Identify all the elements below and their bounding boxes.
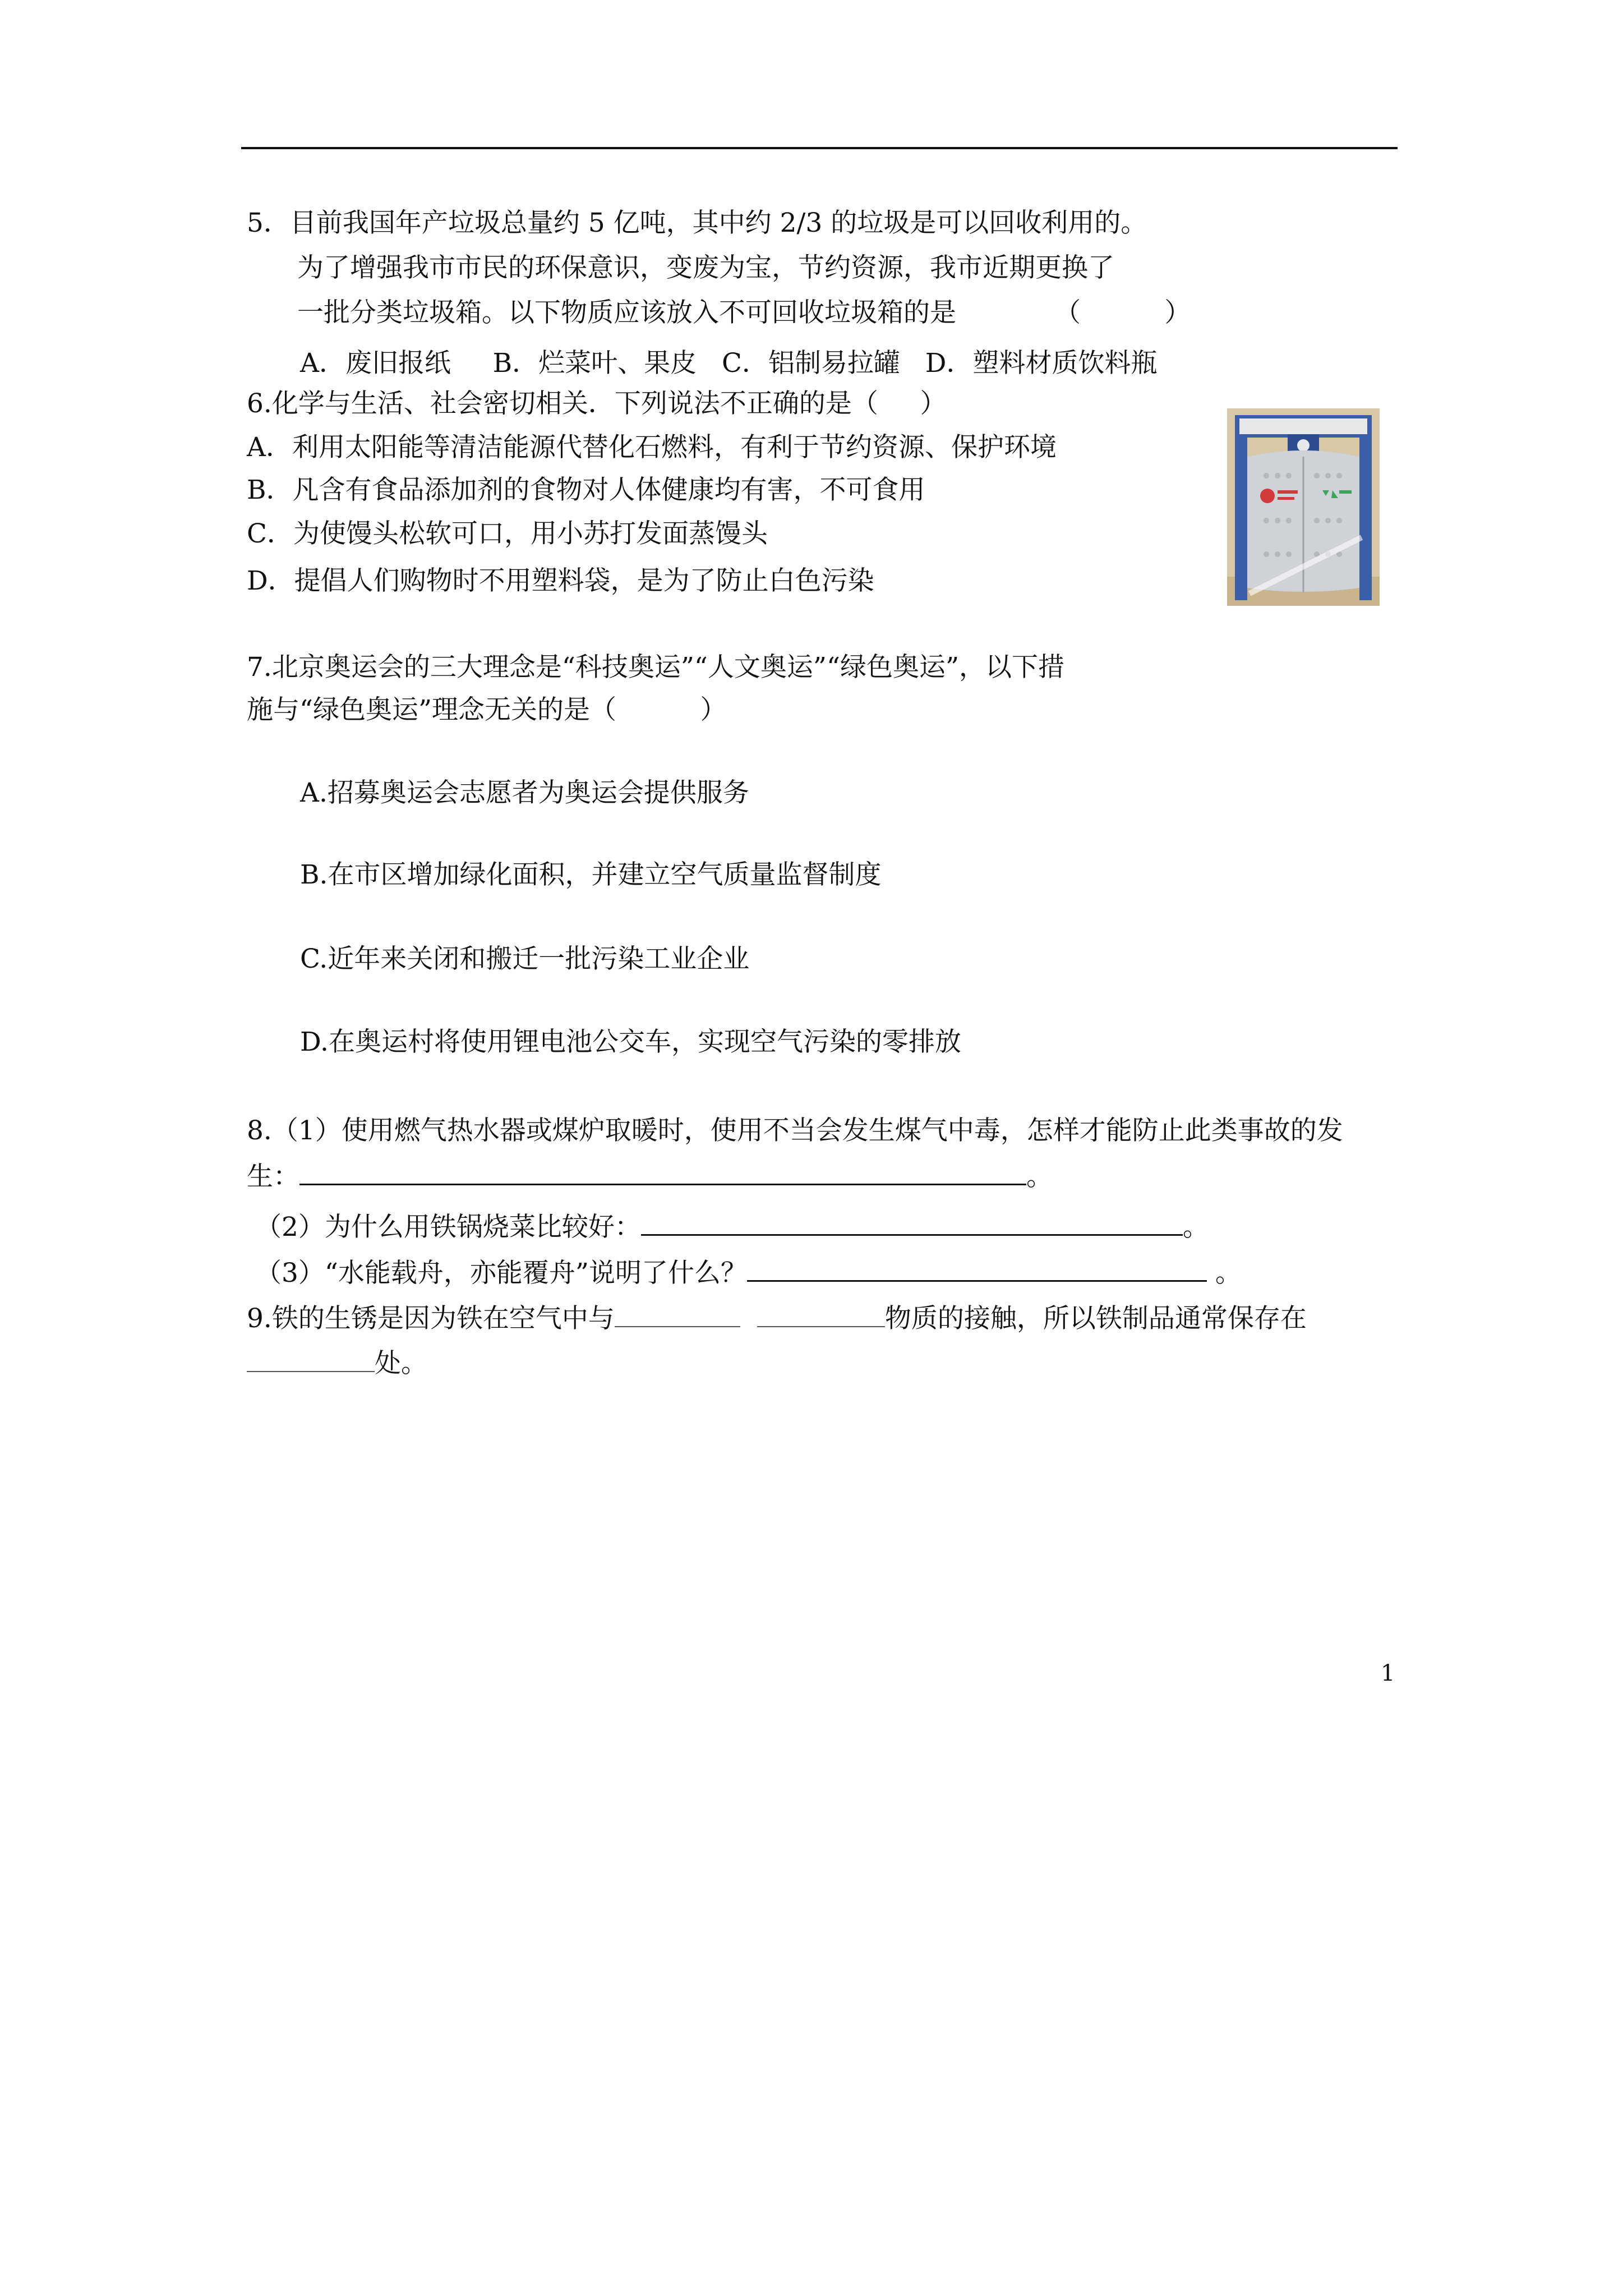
q8-blank-3[interactable] [747,1254,1207,1282]
recycling-bin-photo [1227,408,1380,606]
q6-stem: 6.化学与生活、社会密切相关．下列说法不正确的是（ ） [247,388,947,419]
q5-line1: 5．目前我国年产垃圾总量约 5 亿吨，其中约 2/3 的垃圾是可以回收利用的。 [247,208,1147,238]
q8-line1: 8.（1）使用燃气热水器或煤炉取暖时，使用不当会发生煤气中毒，怎样才能防止此类事故的发 [247,1115,1343,1146]
q6-option-c: C．为使馒头松软可口，用小苏打发面蒸馒头 [247,518,768,549]
q6-option-a: A．利用太阳能等清洁能源代替化石燃料，有利于节约资源、保护环境 [247,432,1057,463]
q9-blank-3[interactable] [247,1346,375,1372]
q8-line3-prefix: （2）为什么用铁锅烧菜比较好： [255,1212,641,1243]
q8-line4-prefix: （3）“水能载舟，亦能覆舟”说明了什么？ [255,1258,747,1289]
q5-options: A．废旧报纸 B．烂菜叶、果皮 C．铝制易拉罐 D．塑料材质饮料瓶 [300,348,1158,379]
q5-answer-paren: （ ） [1054,297,1191,328]
q7-option-c: C.近年来关闭和搬迁一批污染工业企业 [300,944,750,974]
header-rule [241,147,1398,149]
q6-option-b: B．凡含有食品添加剂的食物对人体健康均有害，不可食用 [247,475,925,505]
q8-line2-suffix: 。 [1026,1161,1053,1192]
q9-line1 [247,1301,1307,1336]
q8-blank-1[interactable] [299,1158,1026,1185]
q9-line1-middle: 物质的接触，所以铁制品通常保存在 [884,1303,1307,1334]
q5-line3: 一批分类垃圾箱。以下物质应该放入不可回收垃圾箱的是 [297,297,956,328]
q6-option-d: D．提倡人们购物时不用塑料袋，是为了防止白色污染 [247,565,874,596]
q7-line2: 施与“绿色奥运”理念无关的是（ ） [247,694,727,725]
q9-line1-prefix: 9.铁的生锈是因为铁在空气中与 [247,1303,615,1334]
q9-line2-suffix: 处。 [375,1348,427,1379]
q8-line3 [255,1208,1209,1244]
q8-line4 [255,1254,1242,1290]
q8-line2-prefix: 生： [247,1161,299,1192]
q8-blank-2[interactable] [641,1208,1183,1236]
q8-line2 [247,1158,1053,1194]
q7-option-b: B.在市区增加绿化面积，并建立空气质量监督制度 [300,859,882,890]
q9-blank-1[interactable] [615,1301,740,1327]
page-number: 1 [1381,1660,1395,1686]
q7-option-a: A.招募奥运会志愿者为奥运会提供服务 [300,777,749,808]
q8-line3-suffix: 。 [1182,1212,1209,1243]
q5-line2: 为了增强我市市民的环保意识，变废为宝，节约资源，我市近期更换了 [297,252,1114,283]
q8-line4-suffix: 。 [1206,1258,1242,1289]
q7-line1: 7.北京奥运会的三大理念是“科技奥运”“人文奥运”“绿色奥运”，以下措 [247,652,1065,683]
q9-blank-2[interactable] [757,1301,885,1327]
q9-line2 [247,1346,427,1381]
q7-option-d: D.在奥运村将使用锂电池公交车，实现空气污染的零排放 [300,1027,961,1057]
